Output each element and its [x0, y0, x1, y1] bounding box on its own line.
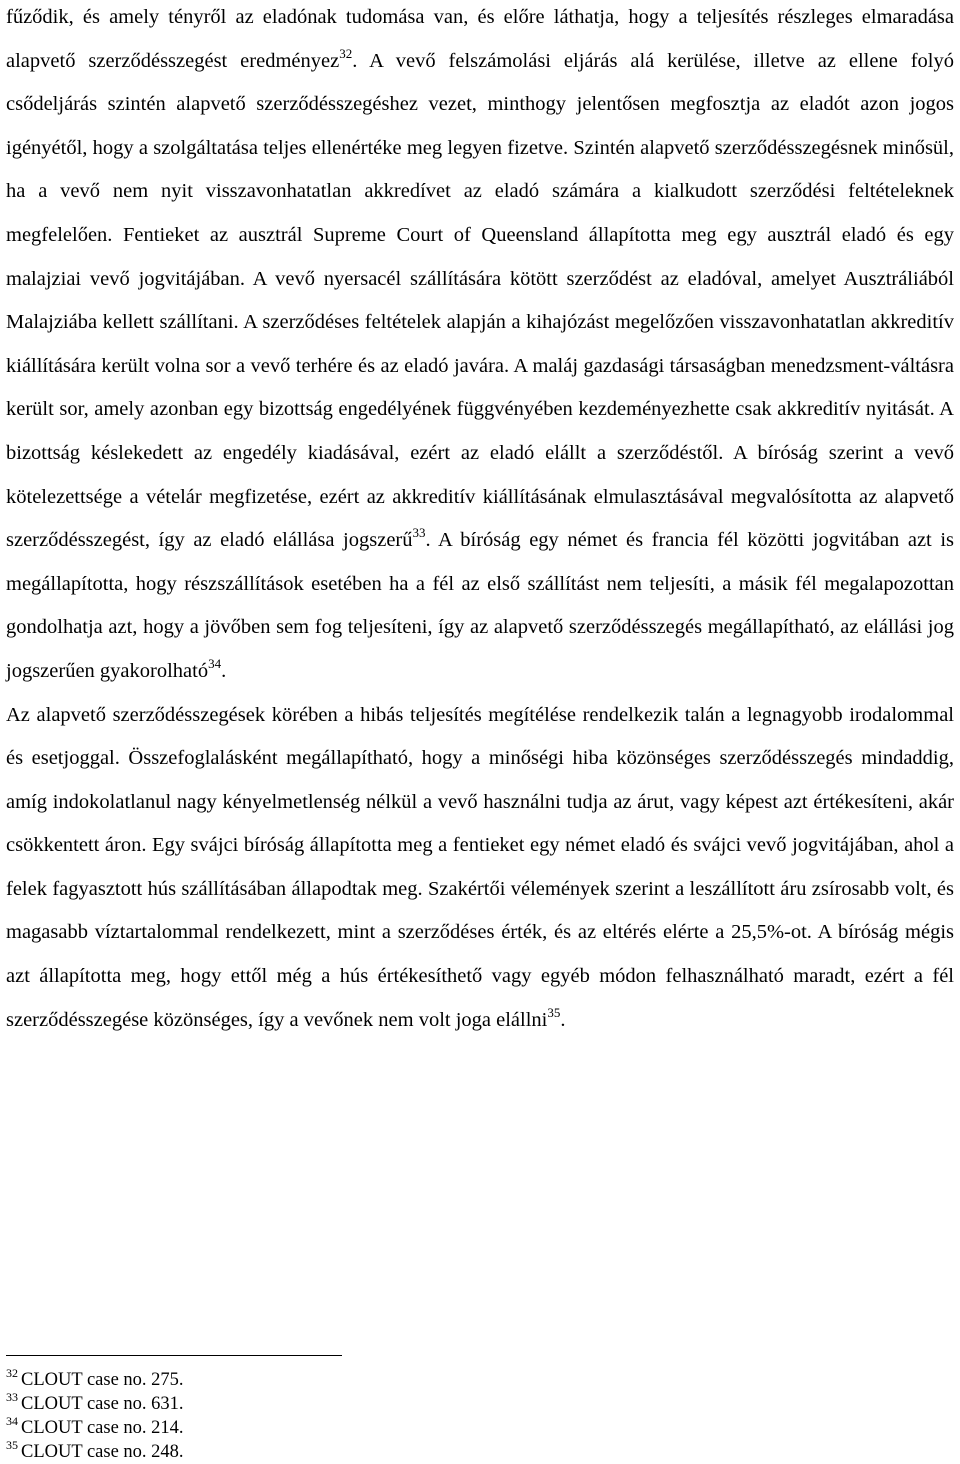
paragraph-1-text-d: .: [221, 659, 227, 682]
footnote: [6, 1416, 506, 1440]
footnote: [6, 1440, 506, 1464]
footnote-number: 34: [6, 1414, 18, 1428]
footnote-number: 32: [6, 1366, 18, 1380]
paragraph-1: [6, 0, 954, 694]
paragraph-1-text-a: fűződik, és amely tényről az eladónak tudomása van, és előre láthatja, hogy a teljesítés részleges elmaradása alapvető szerződésszegést eredményez: [6, 6, 954, 72]
footnote-text: CLOUT case no. 631.: [21, 1394, 184, 1414]
footnote: [6, 1368, 506, 1392]
footnotes: [6, 1355, 506, 1464]
footnote-text: CLOUT case no. 275.: [21, 1370, 184, 1390]
paragraph-2-text-b: .: [560, 1008, 566, 1031]
paragraph-2-text-a: Az alapvető szerződésszegések körében a hibás teljesítés megítélése rendelkezik talán a legnagyobb irodalommal és esetjoggal. Összefoglalásként megállapítható, hogy a minőségi hiba közönséges szerződésszegés mindaddig, amíg indokolatlanul nagy kényelmetlenség nélkül a vevő használni tudja az árut, vagy képest azt értékesíteni, akár csökkentett áron. Egy svájci bíróság állapította meg a fentieket egy német eladó és svájci vevő jogvitájában, ahol a felek fagyasztott hús szállításában állapodtak meg. Szakértői vélemények szerint a leszállított áru zsírosabb volt, és magasabb víztartalommal rendelkezett, mint a szerződéses érték, és az eltérés elérte a 25,5%-ot. A bíróság mégis azt állapította meg, hogy ettől még a hús értékesíthető vagy egyéb módon felhasználható maradt, ezért a fél szerződésszegése közönséges, így a vevőnek nem volt joga elállni: [6, 703, 954, 1031]
footnote-text: CLOUT case no. 248.: [21, 1442, 184, 1462]
footnote-separator: [6, 1355, 342, 1356]
footnote-text: CLOUT case no. 214.: [21, 1418, 184, 1438]
footnote-ref-34: 34: [208, 655, 222, 671]
footnote-ref-33: 33: [412, 525, 426, 541]
paragraph-2: [6, 694, 954, 1043]
paragraph-1-text-b: . A vevő felszámolási eljárás alá kerülése, illetve az ellene folyó csődeljárás szintén alapvető szerződésszegéshez vezet, minthogy jelentősen megfosztja az eladót azon jogos igényétől, hogy a szolgáltatása teljes ellenértéke meg legyen fizetve. Szintén alapvető szerződésszegésnek minősül, ha a vevő nem nyit visszavonhatatlan akkredívet az eladó számára a kialkudott szerződési feltételeknek megfelelően. Fentieket az ausztrál Supreme Court of Queensland állapította meg egy ausztrál eladó és egy malajziai vevő jogvitájában. A vevő nyersacél szállítására kötött szerződést az eladóval, amelyet Ausztráliából Malajziába kellett szállítani. A szerződéses feltételek alapján a kihajózást megelőzően visszavonhatatlan akkreditív kiállítására került volna sor a vevő terhére és az eladó javára. A maláj gazdasági társaságban menedzsment-váltásra került sor, amely azonban egy bizottság engedélyének függvényében kezdeményezhette csak akkreditív nyitását. A bizottság késlekedett az engedély kiadásával, ezért az eladó elállt a szerződéstől. A bíróság szerint a vevő kötelezettsége a vételár megfizetése, ezért az akkreditív kiállításának elmulasztásával megvalósította az alapvető szerződésszegést, így az eladó elállása jogszerű: [6, 49, 954, 552]
footnote-number: 33: [6, 1390, 18, 1404]
footnote: [6, 1392, 506, 1416]
footnote-ref-35: 35: [547, 1004, 561, 1020]
paragraph-1-text-c: . A bíróság egy német és francia fél közötti jogvitában azt is megállapította, hogy részszállítások esetében ha a fél az első szállítást nem teljesíti, a másik fél megalapozottan gondolhatja azt, hogy a jövőben sem fog teljesíteni, így az alapvető szerződésszegés megállapítható, az elállási jog jogszerűen gyakorolható: [6, 529, 954, 682]
footnote-ref-32: 32: [339, 45, 353, 61]
footnote-number: 35: [6, 1438, 18, 1452]
document-body: [6, 0, 954, 1042]
